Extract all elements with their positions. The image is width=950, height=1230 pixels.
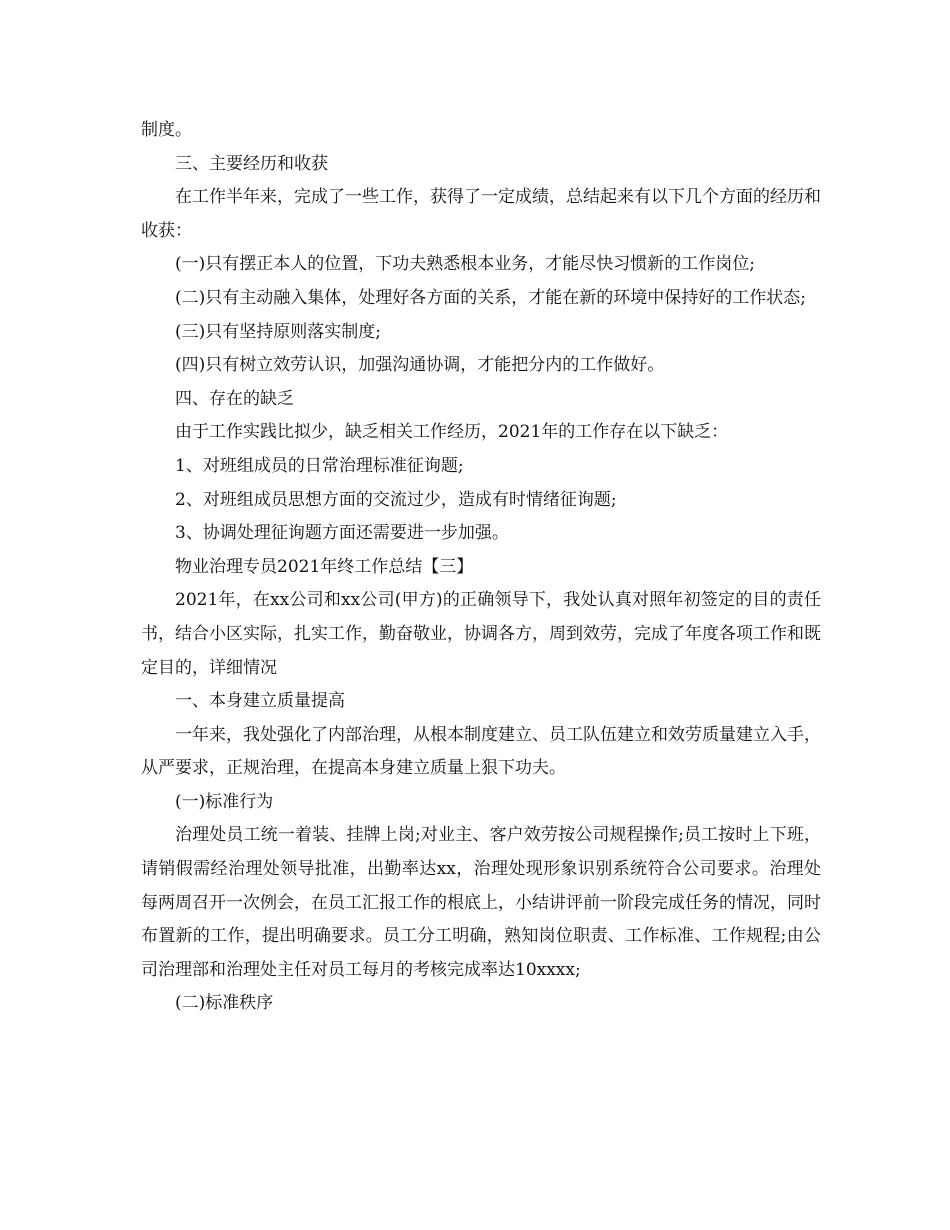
list-item: (一)只有摆正本人的位置，下功夫熟悉根本业务，才能尽快习惯新的工作岗位; xyxy=(175,254,755,275)
subsection-heading: (一)标准行为 xyxy=(175,791,274,812)
list-item: (四)只有树立效劳认识，加强沟通协调，才能把分内的工作做好。 xyxy=(175,355,665,376)
section-heading: 一、本身建立质量提高 xyxy=(175,691,345,712)
list-item: (三)只有坚持原则落实制度; xyxy=(175,321,381,342)
document-page xyxy=(141,114,821,1021)
document-title: 物业治理专员2021年终工作总结【三】 xyxy=(175,556,474,577)
section-heading: 三、主要经历和收获 xyxy=(175,153,328,174)
paragraph: 制度。 xyxy=(141,120,192,140)
subsection-heading: (二)标准秩序 xyxy=(175,993,274,1014)
list-item: 2、对班组成员思想方面的交流过少，造成有时情绪征询题; xyxy=(175,489,617,510)
list-item: (二)只有主动融入集体，处理好各方面的关系，才能在新的环境中保持好的工作状态; xyxy=(175,287,806,308)
list-item: 3、协调处理征询题方面还需要进一步加强。 xyxy=(175,523,509,544)
paragraph: 一年来，我处强化了内部治理，从根本制度建立、员工队伍建立和效劳质量建立入手，从严要求，正规治理，在提高本身建立质量上狠下功夫。 xyxy=(141,724,821,779)
list-item: 1、对班组成员的日常治理标准征询题; xyxy=(175,455,464,476)
section-heading: 四、存在的缺乏 xyxy=(175,388,294,409)
paragraph: 在工作半年来，完成了一些工作，获得了一定成绩，总结起来有以下几个方面的经历和收获： xyxy=(141,187,821,241)
paragraph: 由于工作实践比拟少，缺乏相关工作经历，2021年的工作存在以下缺乏： xyxy=(175,422,729,443)
paragraph: 2021年，在xx公司和xx公司(甲方)的正确领导下，我处认真对照年初签定的目的责任书，结合小区实际，扎实工作，勤奋敬业，协调各方，周到效劳，完成了年度各项工作和既定目的，详细情况 xyxy=(141,590,821,678)
paragraph: 治理处员工统一着装、挂牌上岗;对业主、客户效劳按公司规程操作;员工按时上下班，请销假需经治理处领导批准，出勤率达xx，治理处现形象识别系统符合公司要求。治理处每两周召开一次例会，在员工汇报工作的根底上，小结讲评前一阶段完成任务的情况，同时布置新的工作，提出明确要求。员工分工明确，熟知岗位职责、工作标准、工作规程;由公司治理部和治理处主任对员工每月的考核完成率达10xxxx; xyxy=(141,825,821,980)
